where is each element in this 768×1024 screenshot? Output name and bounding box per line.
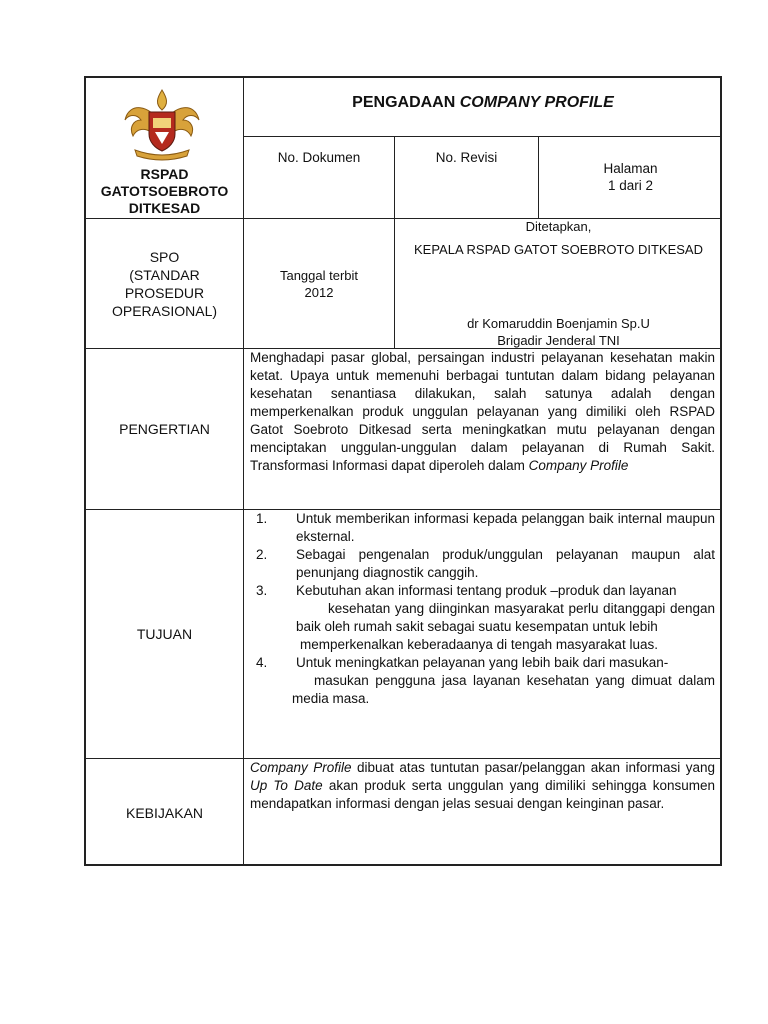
no-revisi-label: No. Revisi: [435, 150, 498, 165]
item-text: Untuk memberikan informasi kepada pelanggan baik internal maupun eksternal.: [296, 511, 715, 544]
list-item: [250, 546, 715, 582]
no-dokumen-label: No. Dokumen: [277, 150, 361, 165]
tanggal-value: 2012: [304, 284, 334, 300]
item-number: 2.: [256, 547, 268, 562]
item-number: 4.: [256, 655, 268, 670]
spo-line: PROSEDUR: [124, 284, 205, 301]
spo-line: (STANDAR: [129, 266, 200, 283]
item-text: Kebutuhan akan informasi tentang produk –produk dan layanan: [296, 583, 677, 598]
list-item: [250, 510, 715, 546]
org-line: GATOTSOEBROTO: [100, 182, 229, 199]
item-text: Untuk meningkatkan pelayanan yang lebih baik dari masukan-: [296, 655, 669, 670]
item-text: Sebagai pengenalan produk/unggulan pelayanan maupun alat penunjang diagnostik canggih.: [296, 547, 715, 580]
item-number: 1.: [256, 511, 268, 526]
title-text: PENGADAAN: [352, 94, 460, 111]
spo-document-table: [84, 76, 722, 866]
halaman-label: Halaman: [603, 161, 658, 176]
item-continuation: memperkenalkan keberadaanya di tengah masyarakat luas.: [300, 637, 658, 652]
signer-name: dr Komaruddin Boenjamin Sp.U: [467, 316, 650, 331]
item-number: 3.: [256, 583, 268, 598]
divider: [243, 78, 244, 866]
ditetapkan-text: Ditetapkan,: [525, 219, 592, 234]
spo-label: [86, 219, 243, 348]
halaman-value: 1 dari 2: [607, 178, 654, 193]
document-title: [244, 78, 722, 128]
pengertian-italic: Company Profile: [528, 458, 629, 473]
pengertian-label: PENGERTIAN: [119, 421, 210, 437]
kebijakan-body: dibuat atas tuntutan pasar/pelanggan akan informasi yang: [351, 760, 719, 775]
kebijakan-text: [250, 759, 719, 813]
kebijakan-italic: Company Profile: [250, 760, 352, 775]
tanggal-label: Tanggal terbit: [279, 267, 359, 283]
item-continuation: kesehatan yang diinginkan masyarakat perlu ditanggapi dengan baik oleh rumah sakit sebagai suatu kesempatan untuk lebih: [296, 601, 715, 634]
halaman-cell: [539, 136, 722, 218]
organization-name: [86, 164, 243, 218]
emblem-icon: [119, 84, 205, 164]
kepala-text: KEPALA RSPAD GATOT SOEBROTO DITKESAD: [414, 242, 703, 257]
list-item: [250, 654, 715, 708]
pengertian-body: Menghadapi pasar global, persaingan industri pelayanan kesehatan makin ketat. Upaya untuk memenuhi berbagai tuntutan dalam bidang pelayanan kesehatan senantiasa dilakukan, salah satunya adalah dengan memperkenalkan produk unggulan pelayanan yang dimiliki oleh RSPAD Gatot Soebroto Ditkesad serta meningkatkan mutu pelayanan dengan menciptakan unggulan-unggulan dalam pelayanan di Rumah Sakit. Transformasi Informasi dapat diperoleh dalam: [250, 350, 715, 473]
title-italic: COMPANY PROFILE: [459, 94, 614, 111]
spo-line: OPERASIONAL): [111, 302, 218, 319]
spo-line: SPO: [149, 248, 180, 265]
kebijakan-label: KEBIJAKAN: [125, 804, 204, 821]
signer-rank: Brigadir Jenderal TNI: [497, 333, 620, 348]
kebijakan-body: akan produk serta unggulan yang dimiliki sehingga konsumen mendapatkan informasi dengan jelas sesuai dengan keinginan pasar.: [250, 778, 719, 811]
logo: [119, 84, 205, 164]
tujuan-label: TUJUAN: [136, 626, 193, 642]
tanggal-terbit-cell: [244, 219, 394, 348]
org-line: RSPAD: [140, 165, 189, 182]
org-line: DITKESAD: [128, 199, 201, 216]
kebijakan-italic: Up To Date: [250, 778, 323, 793]
list-item: [250, 582, 715, 654]
tujuan-list: [250, 510, 715, 708]
item-continuation: masukan pengguna jasa layanan kesehatan yang dimuat dalam media masa.: [292, 673, 715, 706]
pengertian-text: [250, 349, 715, 475]
